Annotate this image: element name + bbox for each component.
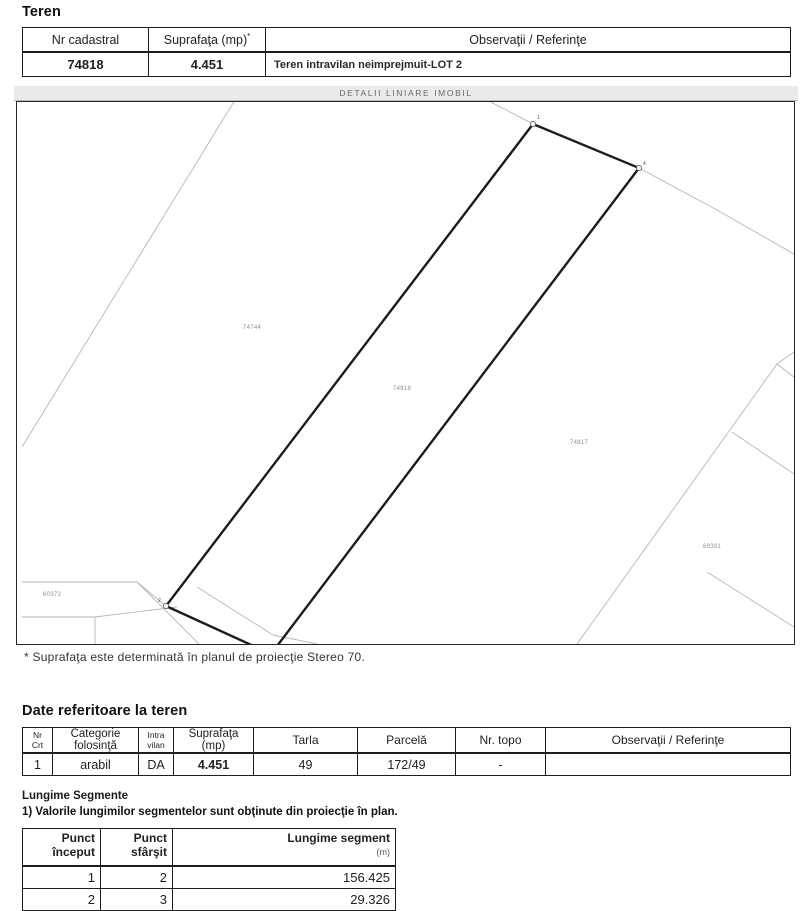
- cell-observatii: [546, 753, 791, 776]
- col-header-suprafata: [174, 728, 254, 754]
- table-row: [23, 753, 791, 776]
- cell-lungime-segment: 29.326: [173, 889, 396, 911]
- footnote-marker: *: [247, 31, 251, 41]
- table-row-header: [23, 829, 396, 867]
- map-label-neighbour-74744: 74744: [243, 325, 262, 331]
- col-header-suprafata-line1: Suprafaţa: [188, 728, 239, 740]
- cell-punct-inceput: 2: [23, 889, 101, 911]
- section-title-lungime-segmente: Lungime Segmente: [22, 790, 129, 802]
- parcel-plan-svg: [17, 102, 794, 644]
- cell-tarla: 49: [254, 753, 358, 776]
- cell-lungime-segment: 156.425: [173, 866, 396, 889]
- lungime-segmente-note: 1) Valorile lungimilor segmentelor sunt obţinute din proiecţie în plan.: [22, 806, 398, 818]
- map-label-neighbour-60373: 60373: [43, 592, 62, 598]
- cell-nr-cadastral: 74818: [23, 52, 149, 77]
- parcel-outline: [166, 124, 639, 644]
- col-header-nr-crt-line2: Crt: [31, 740, 44, 750]
- cell-punct-sfarsit: 2: [101, 866, 173, 889]
- map-vertex-label-2: 2: [158, 598, 161, 604]
- section-title-date-teren: Date referitoare la teren: [22, 703, 188, 719]
- col-header-lungime-segment: [173, 829, 396, 867]
- col-header-punct-inceput-line2: început: [52, 845, 95, 859]
- col-header-punct-inceput-line1: Punct: [61, 831, 95, 845]
- cell-nr-crt: 1: [23, 753, 53, 776]
- cell-suprafata: 4.451: [149, 52, 266, 77]
- vertex-markers: [163, 121, 641, 644]
- col-header-observatii: Observaţii / Referinţe: [546, 728, 791, 754]
- col-header-suprafata: [149, 28, 266, 53]
- col-header-punct-inceput: [23, 829, 101, 867]
- col-header-nr-crt: [23, 728, 53, 754]
- cell-categorie-folosinta: arabil: [53, 753, 139, 776]
- col-header-observatii: Observaţii / Referinţe: [266, 28, 791, 53]
- page-title-teren: Teren: [22, 4, 61, 20]
- col-header-lungime-unit: (m): [376, 847, 390, 857]
- col-header-nr-crt-line1: Nr: [33, 730, 42, 740]
- col-header-nr-topo: Nr. topo: [456, 728, 546, 754]
- cell-parcela: 172/49: [358, 753, 456, 776]
- col-header-suprafata-text: Suprafaţa (mp): [163, 33, 248, 48]
- date-teren-table: [22, 727, 791, 776]
- col-header-intravilan-line1: Intra: [147, 730, 165, 740]
- map-label-parcel-74818: 74818: [393, 386, 412, 392]
- cell-punct-sfarsit: 3: [101, 889, 173, 911]
- col-header-suprafata-line2: (mp): [201, 740, 226, 752]
- map-caption: DETALII LINIARE IMOBIL: [14, 86, 798, 101]
- table-row-header: [23, 28, 791, 53]
- col-header-categorie-line1: Categorie: [70, 728, 121, 740]
- map-frame: [16, 101, 795, 645]
- cadastral-plan-block: [14, 86, 798, 646]
- cell-nr-topo: -: [456, 753, 546, 776]
- table-row-header: [23, 728, 791, 754]
- cell-punct-inceput: 1: [23, 866, 101, 889]
- map-vertex-label-4: 4: [643, 161, 646, 167]
- col-header-intravilan: [139, 728, 174, 754]
- teren-table: [22, 27, 791, 77]
- map-label-neighbour-74817: 74817: [570, 440, 589, 446]
- col-header-punct-sfarsit: [101, 829, 173, 867]
- col-header-tarla: Tarla: [254, 728, 358, 754]
- table-row: [23, 866, 396, 889]
- map-vertex-label-1: 1: [537, 115, 540, 121]
- cell-observatii: Teren intravilan neimprejmuit-LOT 2: [266, 52, 791, 77]
- map-label-neighbour-68381: 68381: [703, 544, 722, 550]
- col-header-intravilan-line2: vilan: [147, 740, 165, 750]
- lungime-segmente-table: [22, 828, 396, 911]
- col-header-lungime-line1: Lungime segment: [287, 831, 390, 845]
- cell-intravilan: DA: [139, 753, 174, 776]
- col-header-categorie-line2: folosinţă: [74, 740, 117, 752]
- stereo-70-footnote: * Suprafaţa este determinată în planul de proiecţie Stereo 70.: [24, 650, 366, 664]
- table-row: [23, 52, 791, 77]
- col-header-categorie-folosinta: [53, 728, 139, 754]
- col-header-parcela: Parcelă: [358, 728, 456, 754]
- col-header-punct-sfarsit-line1: Punct: [133, 831, 167, 845]
- cell-suprafata: 4.451: [174, 753, 254, 776]
- neighbour-boundaries: [22, 102, 794, 644]
- col-header-punct-sfarsit-line2: sfârşit: [130, 845, 167, 859]
- col-header-nr-cadastral: Nr cadastral: [23, 28, 149, 53]
